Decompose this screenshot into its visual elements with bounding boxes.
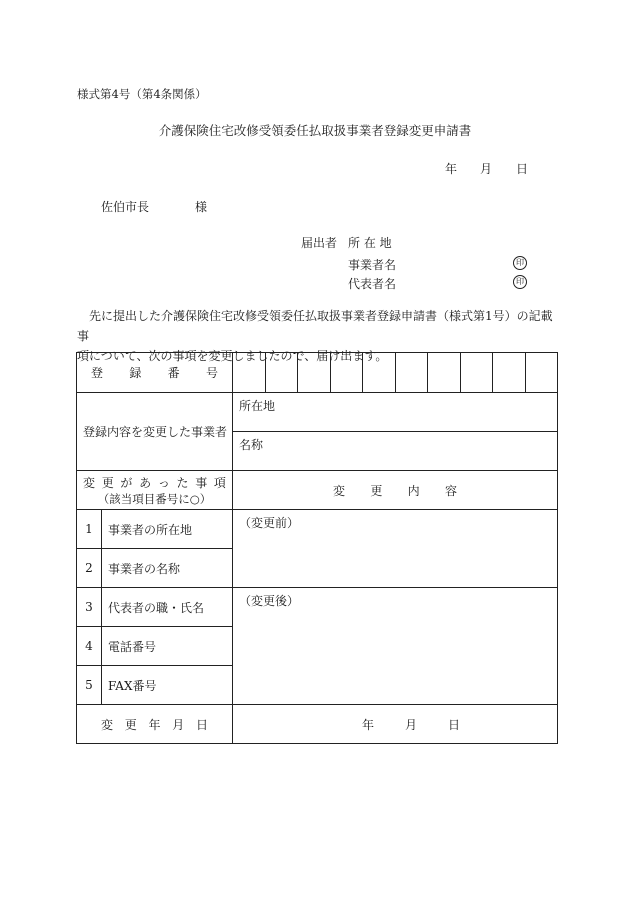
body-line-1: 先に提出した介護保険住宅改修受領委任払取扱事業者登録申請書（様式第1号）の記載事 bbox=[77, 309, 553, 343]
business-name-label: 名称 bbox=[239, 438, 264, 452]
item-label: 代表者の職・氏名 bbox=[102, 588, 233, 627]
applicant-address-label: 所 在 地 bbox=[348, 236, 392, 250]
date-day: 日 bbox=[516, 162, 529, 176]
addressee-name: 佐伯市長 bbox=[101, 200, 150, 214]
item-number[interactable]: 5 bbox=[77, 666, 102, 705]
registration-digit-box[interactable] bbox=[395, 353, 428, 393]
change-date-row bbox=[77, 705, 558, 744]
document-title: 介護保険住宅改修受領委任払取扱事業者登録変更申請書 bbox=[158, 123, 472, 138]
item-row bbox=[77, 510, 558, 549]
registration-digit-box[interactable] bbox=[330, 353, 363, 393]
registration-digit-box[interactable] bbox=[233, 353, 266, 393]
registration-digit-box[interactable] bbox=[525, 353, 558, 393]
change-date-month: 月 bbox=[404, 717, 417, 732]
changed-business-label: 登録内容を変更した事業者 bbox=[77, 393, 233, 471]
after-change-label: （変更後） bbox=[239, 594, 300, 608]
registration-digit-box[interactable] bbox=[363, 353, 396, 393]
item-label: 事業者の名称 bbox=[102, 549, 233, 588]
before-change-field[interactable] bbox=[233, 510, 558, 588]
item-label: 電話番号 bbox=[102, 627, 233, 666]
change-date-year: 年 bbox=[362, 717, 375, 732]
applicant-label: 届出者 bbox=[301, 236, 338, 250]
item-number[interactable]: 1 bbox=[77, 510, 102, 549]
change-date-field[interactable] bbox=[233, 705, 558, 744]
body-line-2: 項について、次の事項を変更しましたので、届け出ます。 bbox=[77, 349, 388, 363]
changed-items-note: （該当項目番号に○） bbox=[97, 491, 212, 506]
business-name-field[interactable] bbox=[233, 432, 558, 471]
change-content-header: 変 更 内 容 bbox=[233, 471, 558, 510]
item-label: 事業者の所在地 bbox=[102, 510, 233, 549]
registration-digit-box[interactable] bbox=[428, 353, 461, 393]
seal-icon: 印 bbox=[513, 275, 527, 289]
registration-digit-box[interactable] bbox=[460, 353, 493, 393]
registration-digit-box[interactable] bbox=[493, 353, 526, 393]
registration-digit-box[interactable] bbox=[265, 353, 298, 393]
change-date-label: 変 更 年 月 日 bbox=[77, 705, 233, 744]
item-number[interactable]: 3 bbox=[77, 588, 102, 627]
item-row bbox=[77, 588, 558, 627]
form-number: 様式第4号（第4条関係） bbox=[77, 87, 207, 101]
date-month: 月 bbox=[480, 162, 493, 176]
changed-items-header: 変 更 が あ っ た 事 項 （該当項目番号に○） bbox=[77, 471, 233, 510]
applicant-company-label: 事業者名 bbox=[348, 258, 397, 272]
after-change-field[interactable] bbox=[233, 588, 558, 705]
before-change-label: （変更前） bbox=[239, 516, 300, 530]
item-label: FAX番号 bbox=[102, 666, 233, 705]
date-year: 年 bbox=[445, 162, 458, 176]
item-number[interactable]: 4 bbox=[77, 627, 102, 666]
items-header-row bbox=[77, 471, 558, 510]
registration-number-row bbox=[77, 353, 558, 393]
business-address-row bbox=[77, 393, 558, 432]
business-address-label: 所在地 bbox=[239, 399, 276, 413]
applicant-rep-label: 代表者名 bbox=[348, 277, 397, 291]
seal-icon: 印 bbox=[513, 256, 527, 270]
registration-number-label: 登 録 番 号 bbox=[77, 353, 233, 393]
business-address-field[interactable] bbox=[233, 393, 558, 432]
registration-digit-box[interactable] bbox=[298, 353, 331, 393]
change-date-day: 日 bbox=[447, 717, 460, 732]
change-form-table bbox=[76, 352, 558, 744]
item-number[interactable]: 2 bbox=[77, 549, 102, 588]
addressee-honorific: 様 bbox=[195, 200, 208, 214]
